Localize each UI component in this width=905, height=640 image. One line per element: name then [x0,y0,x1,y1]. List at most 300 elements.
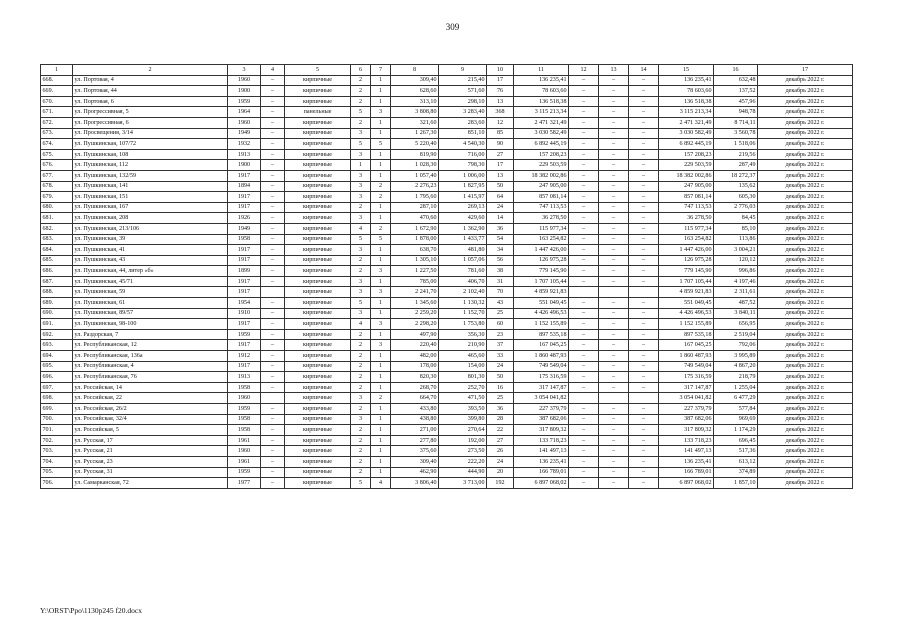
table-cell: 577,84 [714,404,758,415]
table-cell: 5 [371,139,391,150]
table-cell: 1 345,60 [391,298,439,309]
table-cell: 3 030 582,49 [659,128,714,139]
table-cell: 70 [487,287,514,298]
table-cell: 2 [351,340,371,351]
table-cell: – [629,382,659,393]
table-cell: 3 030 582,49 [514,128,569,139]
table-cell: 3 806,40 [391,478,439,489]
table-cell: 6 892 445,19 [659,139,714,150]
table-cell: – [629,202,659,213]
table-cell: 1 518,06 [714,139,758,150]
table-cell: 1 057,40 [391,170,439,181]
table-cell: 692. [41,329,73,340]
table-cell: 2 471 321,49 [659,117,714,128]
table-cell: 785,00 [391,276,439,287]
table-cell: 820,30 [391,372,439,383]
table-cell: декабрь 2022 г. [758,276,853,287]
table-cell: – [629,223,659,234]
table-cell: 1 [371,75,391,86]
table-cell [629,287,659,298]
header-row [41,65,853,76]
table-cell: 696. [41,372,73,383]
table-cell: 16 [487,382,514,393]
table-row [41,414,853,425]
table-cell: – [629,276,659,287]
table-cell: декабрь 2022 г. [758,319,853,330]
table-cell: 1 [371,435,391,446]
table-cell: 36 [487,404,514,415]
table-cell: 2 298,20 [391,319,439,330]
table-cell: 1 [371,117,391,128]
table-cell: 5 [351,139,371,150]
table-cell: 1960 [228,393,261,404]
table-cell: 680. [41,202,73,213]
table-cell: – [629,404,659,415]
table-cell: 1 [371,276,391,287]
table-cell: 25 [487,308,514,319]
table-cell: 481,80 [439,245,487,256]
table-cell: ул. Прогрессивная, 6 [73,117,228,128]
table-cell: 1 [371,86,391,97]
table-cell: 247 905,00 [659,181,714,192]
table-cell: 716,00 [439,149,487,160]
table-cell: 273,50 [439,446,487,457]
table-cell: – [569,245,599,256]
table-cell: – [599,425,629,436]
table-cell: 1 753,80 [439,319,487,330]
table-cell: 277,80 [391,435,439,446]
table-cell: – [569,478,599,489]
table-cell: 136 235,41 [659,456,714,467]
table-cell: 1 [371,255,391,266]
column-header: 5 [285,65,351,76]
table-cell: 1913 [228,372,261,383]
table-cell: ул. Пушкинская, 108 [73,149,228,160]
table-cell: декабрь 2022 г. [758,287,853,298]
table-cell: – [599,372,629,383]
table-cell: декабрь 2022 г. [758,75,853,86]
table-cell: 638,70 [391,245,439,256]
table-cell: декабрь 2022 г. [758,351,853,362]
table-cell: 3 [371,319,391,330]
table-cell: кирпичные [285,329,351,340]
table-row [41,86,853,97]
table-cell: декабрь 2022 г. [758,160,853,171]
table-cell: 702. [41,435,73,446]
table-cell: – [599,456,629,467]
table-cell: 2 [351,467,371,478]
table-cell: – [569,107,599,118]
table-cell: – [599,478,629,489]
table-cell: 779 145,90 [514,266,569,277]
table-cell: – [599,223,629,234]
table-cell: 801,30 [439,372,487,383]
table-cell: – [569,414,599,425]
table-cell: 2 311,61 [714,287,758,298]
table-cell: – [599,128,629,139]
table-cell: – [629,75,659,86]
table-cell: 694. [41,351,73,362]
table-cell: – [261,96,285,107]
table-cell: 136 518,38 [659,96,714,107]
table-cell: 1 [371,351,391,362]
table-cell: 78 603,60 [514,86,569,97]
table-cell: – [629,425,659,436]
table-cell: – [599,414,629,425]
table-cell: кирпичные [285,170,351,181]
table-cell: 701. [41,425,73,436]
table-cell: ул. Пушкинская, 132/59 [73,170,228,181]
table-cell: ул. Просвещения, 3/14 [73,128,228,139]
column-header: 17 [758,65,853,76]
table-cell: 551 049,45 [659,298,714,309]
table-cell: ул. Портовая, 6 [73,96,228,107]
table-cell: кирпичные [285,234,351,245]
table-cell: 705. [41,467,73,478]
column-header: 4 [261,65,285,76]
table-cell: 1932 [228,139,261,150]
table-cell: – [599,467,629,478]
table-cell: 2 102,40 [439,287,487,298]
table-cell: – [629,372,659,383]
table-row [41,276,853,287]
table-cell: – [599,107,629,118]
table-cell: 1958 [228,425,261,436]
table-cell: 1964 [228,107,261,118]
table-cell: 677. [41,170,73,181]
table-cell: 167 045,25 [659,340,714,351]
table-cell: 3 808,80 [391,107,439,118]
table-cell: 175 316,59 [659,372,714,383]
table-cell: 54 [487,234,514,245]
table-cell: 3 [351,192,371,203]
table-cell: 497,90 [391,329,439,340]
table-cell: – [261,255,285,266]
table-cell: 1917 [228,245,261,256]
table-cell: ул. Российская, 32/4 [73,414,228,425]
table-cell: декабрь 2022 г. [758,181,853,192]
table-cell: 2 [371,192,391,203]
table-cell: 684. [41,245,73,256]
table-cell: – [261,117,285,128]
table-cell: 175 316,59 [514,372,569,383]
table-cell: кирпичные [285,276,351,287]
table-cell: 154,00 [439,361,487,372]
table-cell: – [599,234,629,245]
table-cell: кирпичные [285,96,351,107]
table-cell: декабрь 2022 г. [758,234,853,245]
table-cell: 2 [351,96,371,107]
table-cell: 3 [351,414,371,425]
table-cell: – [261,298,285,309]
column-header: 7 [371,65,391,76]
table-cell: 779 145,90 [659,266,714,277]
table-cell: 668. [41,75,73,86]
column-header: 16 [714,65,758,76]
table-cell: 444,90 [439,467,487,478]
table-cell: 3 [351,393,371,404]
table-cell: – [261,351,285,362]
table-cell: – [599,96,629,107]
table-cell: 3 054 041,82 [659,393,714,404]
table-cell: 4 197,46 [714,276,758,287]
table-cell: 1 130,32 [439,298,487,309]
housing-register-table [40,64,853,489]
table-cell: 4 426 496,53 [514,308,569,319]
table-cell: – [261,340,285,351]
table-cell: декабрь 2022 г. [758,96,853,107]
table-cell: 664,70 [391,393,439,404]
table-cell: – [569,139,599,150]
table-cell: 697. [41,382,73,393]
table-cell [599,287,629,298]
table-cell: ул. Прогрессивная, 5 [73,107,228,118]
table-cell: 115 977,34 [514,223,569,234]
table-cell: 1 [371,298,391,309]
table-cell: декабрь 2022 г. [758,372,853,383]
table-cell: 1 [371,361,391,372]
table-cell: – [569,117,599,128]
table-cell: 5 [371,234,391,245]
table-row [41,107,853,118]
table-cell: – [629,340,659,351]
table-cell: – [261,160,285,171]
table-cell: 247 905,00 [514,181,569,192]
table-cell: – [599,213,629,224]
table-cell: 136 518,38 [514,96,569,107]
table-cell: 1 [371,160,391,171]
table-cell: кирпичные [285,223,351,234]
table-cell: 681. [41,213,73,224]
table-cell: – [599,351,629,362]
table-cell: 3 [351,287,371,298]
table-cell: – [569,361,599,372]
table-cell: 136 235,41 [659,75,714,86]
table-cell: – [569,192,599,203]
table-cell: 613,12 [714,456,758,467]
table-cell: 210,90 [439,340,487,351]
table-row [41,234,853,245]
table-cell: 33 [487,351,514,362]
table-cell: 632,48 [714,75,758,86]
table-cell: 64 [487,192,514,203]
table-cell: 1958 [228,414,261,425]
table-cell: 3 [351,149,371,160]
table-cell: 36 278,50 [514,213,569,224]
table-cell: 8 714,11 [714,117,758,128]
table-cell: 1900 [228,86,261,97]
table-cell: – [629,361,659,372]
table-cell: 1 [371,128,391,139]
table-cell: 700. [41,414,73,425]
table-cell: – [599,117,629,128]
table-cell: – [569,223,599,234]
table-cell: – [569,319,599,330]
table-row [41,213,853,224]
table-row [41,372,853,383]
table-cell: 2 471 321,49 [514,117,569,128]
table-cell: 133 718,23 [514,435,569,446]
table-cell: 2 519,04 [714,329,758,340]
table-cell: – [629,351,659,362]
table-cell: 13 [487,170,514,181]
table-cell: 76 [487,86,514,97]
table-cell: 1926 [228,213,261,224]
table-cell: – [261,435,285,446]
table-cell: 178,00 [391,361,439,372]
table-cell: – [629,435,659,446]
table-cell: – [261,414,285,425]
table-cell: 3 [371,340,391,351]
table-cell: 192,00 [439,435,487,446]
table-cell: 749 549,04 [514,361,569,372]
table-cell: 429,60 [439,213,487,224]
table-cell: 375,60 [391,446,439,457]
table-cell: – [569,382,599,393]
table-cell: – [569,170,599,181]
table-cell: 1894 [228,181,261,192]
table-cell: 2 [351,329,371,340]
table-cell: 43 [487,298,514,309]
table-cell: – [629,170,659,181]
table-cell: 1 [371,96,391,107]
table-cell: – [599,276,629,287]
table-cell: – [261,404,285,415]
table-cell: 317 809,32 [659,425,714,436]
table-cell: 271,00 [391,425,439,436]
table-cell: 2 [351,382,371,393]
table-cell: 6 897 068,02 [659,478,714,489]
table-cell: кирпичные [285,86,351,97]
table-cell: 5 [351,478,371,489]
table-cell: 656,95 [714,319,758,330]
table-cell: 17 [487,75,514,86]
table-cell: 1 255,04 [714,382,758,393]
table-cell: – [599,298,629,309]
table-cell: – [569,446,599,457]
table-cell: 749 549,04 [659,361,714,372]
table-cell: 167 045,25 [514,340,569,351]
table-cell: ул. Русская, 23 [73,456,228,467]
table-cell: 26 [487,446,514,457]
table-cell: 317 809,32 [514,425,569,436]
table-cell: – [569,234,599,245]
table-cell: 2 [371,181,391,192]
table-cell: – [261,446,285,457]
table-cell: кирпичные [285,149,351,160]
table-cell: – [569,75,599,86]
table-cell: – [629,107,659,118]
table-cell: ул. Пушкинская, 89/57 [73,308,228,319]
table-cell: – [261,128,285,139]
table-cell: ул. Пушкинская, 167 [73,202,228,213]
table-cell: 3 [351,128,371,139]
table-cell: 126 975,28 [514,255,569,266]
table-cell: – [261,181,285,192]
table-cell: 50 [487,181,514,192]
table-cell: – [569,404,599,415]
table-cell: – [569,467,599,478]
table-cell: кирпичные [285,181,351,192]
table-cell: 1959 [228,96,261,107]
table-cell: кирпичные [285,213,351,224]
table-cell: – [629,478,659,489]
table-cell: 819,90 [391,149,439,160]
table-cell: ул. Пушкинская, 213/106 [73,223,228,234]
table-cell: – [629,319,659,330]
table-cell: 1961 [228,435,261,446]
table-cell: – [261,86,285,97]
table-cell: 387 682,06 [659,414,714,425]
table-cell: – [261,467,285,478]
table-cell: – [569,128,599,139]
table-cell: – [261,425,285,436]
table-cell: 691. [41,319,73,330]
table-cell: 215,40 [439,75,487,86]
table-cell: 36 [487,223,514,234]
table-cell: 3 115 213,34 [659,107,714,118]
table-cell: 1 362,90 [439,223,487,234]
table-cell: 699. [41,404,73,415]
table-cell: 1917 [228,287,261,298]
table-cell: декабрь 2022 г. [758,202,853,213]
table-cell: 1 [371,329,391,340]
table-row [41,425,853,436]
table-cell: декабрь 2022 г. [758,435,853,446]
table-cell: 675. [41,149,73,160]
table-cell: 3 [371,287,391,298]
table-cell: 465,60 [439,351,487,362]
table-cell: 2 [351,446,371,457]
table-cell: 679. [41,192,73,203]
table-cell: – [569,308,599,319]
table-cell: ул. Русская, 17 [73,435,228,446]
table-cell: 1 [371,308,391,319]
table-cell: кирпичные [285,266,351,277]
table-cell: кирпичные [285,351,351,362]
table-cell: 56 [487,255,514,266]
table-cell: 28 [487,414,514,425]
table-cell: 698. [41,393,73,404]
table-cell: ул. Портовая, 44 [73,86,228,97]
table-cell: 2 [351,202,371,213]
table-cell: ул. Российская, 26/2 [73,404,228,415]
table-cell: ул. Республиканская, 136а [73,351,228,362]
table-cell: 313,10 [391,96,439,107]
table-cell: 674. [41,139,73,150]
table-cell: 283,60 [439,117,487,128]
table-cell: 1 [371,382,391,393]
table-cell: ул. Российская, 5 [73,425,228,436]
table-cell: 433,80 [391,404,439,415]
table-cell: 2 [351,361,371,372]
table-cell: 24 [487,202,514,213]
table-row [41,308,853,319]
table-cell: – [261,192,285,203]
table-cell [261,393,285,404]
table-row [41,170,853,181]
table-cell: – [599,245,629,256]
table-cell: 229 503,59 [514,160,569,171]
table-cell: ул. Республиканская, 4 [73,361,228,372]
table-cell: 996,86 [714,266,758,277]
table-cell: 6 892 445,19 [514,139,569,150]
table-cell: 137,52 [714,86,758,97]
table-cell: 605,30 [714,192,758,203]
table-cell: 25 [487,393,514,404]
table-cell: 690. [41,308,73,319]
table-cell: ул. Пушкинская, 98-100 [73,319,228,330]
